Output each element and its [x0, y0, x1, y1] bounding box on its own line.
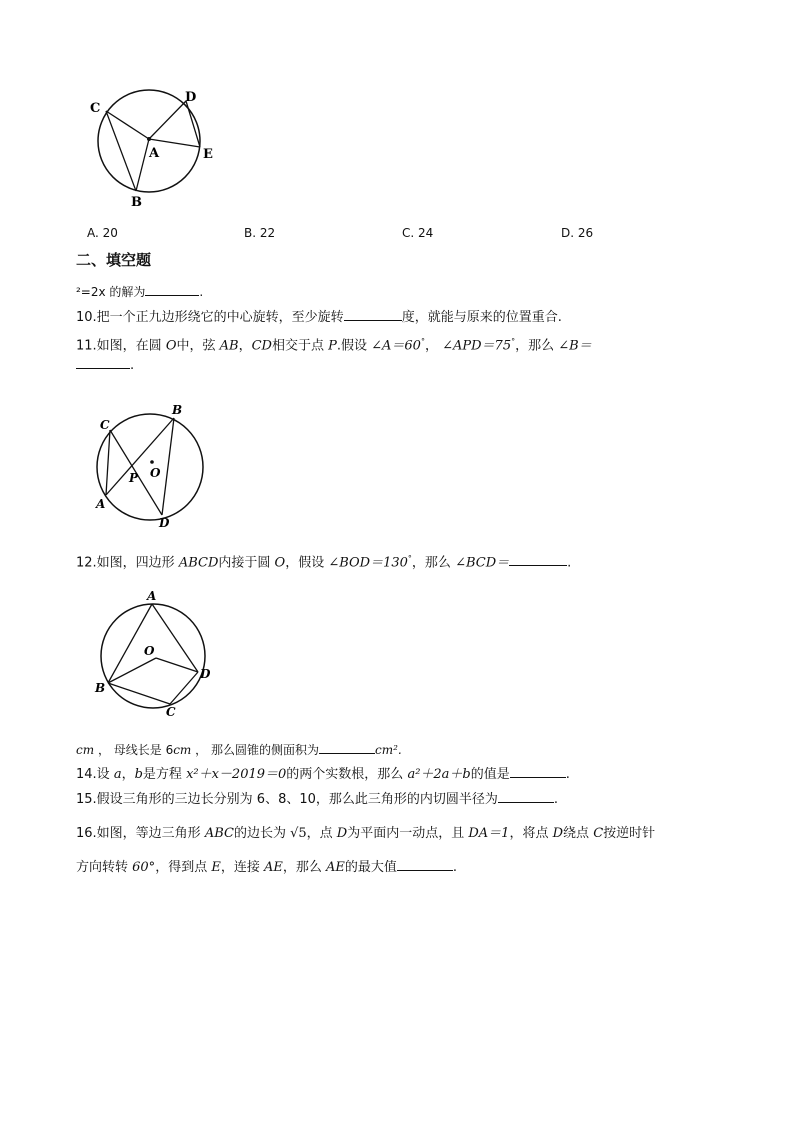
- q11-var: P: [328, 338, 337, 354]
- q15-text: 15.假设三角形的三边长分别为 6、8、10，那么此三角形的内切圆半径为: [76, 792, 498, 807]
- q9-text: ²=2x 的解为: [76, 285, 146, 299]
- question-9: ²=2x 的解为 .: [76, 285, 204, 299]
- q11-var: AB: [219, 338, 239, 354]
- q12-blank[interactable]: [509, 553, 567, 566]
- label-a: A: [147, 589, 157, 603]
- q14-blank[interactable]: [510, 765, 566, 778]
- q16-part: 为平面内一动点，且: [347, 826, 469, 841]
- q14-var: a: [113, 767, 122, 782]
- q14-expression: a²＋2a＋b: [407, 767, 471, 782]
- q13-unit: cm².: [374, 743, 402, 757]
- question-16-line2: 方向转转 60°，得到点 E，连接 AE，那么 AE的最大值 .: [76, 860, 458, 875]
- q16-var: AE: [263, 860, 283, 875]
- q12-angle: ∠BOD＝130: [328, 555, 408, 571]
- q11-part: 11.如图，在圆: [76, 338, 166, 354]
- label-c: C: [166, 705, 176, 719]
- question-10: [76, 308, 562, 327]
- q13-blank[interactable]: [319, 741, 375, 754]
- label-o: O: [144, 644, 155, 658]
- label-d: D: [200, 667, 211, 681]
- option-a[interactable]: A. 20: [87, 226, 118, 240]
- q16-part: ，将点: [509, 826, 553, 841]
- label-p: P: [129, 471, 139, 485]
- q14-equation: x²＋x－2019＝0: [186, 767, 287, 782]
- q11-var: CD: [251, 338, 272, 354]
- q16-angle: 60°: [132, 860, 156, 875]
- q12-var: ABCD: [178, 555, 219, 571]
- question-16: [76, 825, 655, 843]
- q14-part: 的两个实数根，那么: [286, 767, 408, 782]
- q16-part: 绕点: [563, 826, 594, 841]
- q13-unit: cm: [76, 743, 95, 757]
- q13-part: ， 那么圆锥的侧面积为: [195, 743, 319, 757]
- q13-part: ， 母线长是 6: [97, 743, 174, 757]
- label-d: D: [185, 90, 197, 105]
- q16-var: DA＝1: [468, 826, 510, 841]
- q16-var: ABC: [204, 826, 234, 841]
- question-12: 12.如图，四边形 ABCD内接于圆 O，假设 ∠BOD＝130°，那么 ∠BCD＝ .: [76, 554, 572, 571]
- q16-sqrt: √5: [290, 826, 307, 841]
- q12-part: ，假设: [285, 555, 329, 571]
- q10-suffix: 度，就能与原来的位置重合.: [401, 310, 562, 325]
- label-o: O: [150, 466, 161, 480]
- q11-degree: °: [420, 337, 425, 346]
- option-c[interactable]: C. 24: [402, 226, 434, 240]
- q16-part: 16.如图，等边三角形: [76, 826, 205, 841]
- q16-part: 按逆时针: [603, 826, 656, 841]
- q11-angle-apd: ∠APD＝75: [442, 338, 512, 354]
- q11-var: O: [165, 338, 177, 354]
- label-a: A: [149, 146, 160, 161]
- q9-blank[interactable]: [145, 283, 199, 296]
- q11-angle-b: ∠B＝: [558, 338, 592, 354]
- option-b[interactable]: B. 22: [244, 226, 276, 240]
- question-14: 14.设 a，b是方程 x²＋x－2019＝0的两个实数根，那么 a²＋2a＋b的值是 .: [76, 767, 570, 782]
- q11-part: ，: [424, 338, 438, 354]
- q16-blank[interactable]: [397, 858, 453, 871]
- q12-part: 12.如图，四边形: [76, 555, 179, 571]
- question-13: [76, 741, 402, 759]
- q11-part: ，那么: [515, 338, 559, 354]
- q10-prefix: 10.把一个正九边形绕它的中心旋转，至少旋转: [76, 310, 344, 325]
- label-b: B: [95, 681, 106, 695]
- q10-blank[interactable]: [344, 308, 402, 321]
- question-11: [76, 333, 592, 355]
- q11-degree: °: [511, 337, 516, 346]
- label-e: E: [203, 147, 213, 162]
- label-c: C: [100, 418, 110, 432]
- q14-part: 的值是: [470, 767, 510, 782]
- q16-part: ，得到点: [155, 860, 212, 875]
- q13-unit: cm: [173, 743, 192, 757]
- q16-part: 方向转转: [76, 860, 133, 875]
- q16-part: ，那么: [282, 860, 326, 875]
- label-d: D: [159, 516, 170, 530]
- q11-part: .假设: [336, 338, 372, 354]
- figure-intersecting-chords: [92, 400, 212, 530]
- q14-part: ，: [121, 767, 135, 782]
- option-d[interactable]: D. 26: [561, 226, 594, 240]
- q12-degree: °: [407, 554, 412, 563]
- q16-var: D: [336, 826, 348, 841]
- q12-part: ，那么: [411, 555, 456, 571]
- q12-ask: ∠BCD＝: [455, 555, 510, 571]
- q11-part: 相交于点: [271, 338, 329, 354]
- q11-angle-a: ∠A＝60: [371, 338, 421, 354]
- q15-blank[interactable]: [498, 790, 554, 803]
- q12-part: 内接于圆: [218, 555, 275, 571]
- q14-var: b: [134, 767, 143, 782]
- label-a: A: [96, 497, 106, 511]
- q16-part: 的边长为: [233, 826, 291, 841]
- q16-part: ，连接: [220, 860, 264, 875]
- q16-var: AE: [326, 860, 345, 875]
- q16-var: D: [552, 826, 564, 841]
- label-c: C: [90, 101, 101, 116]
- q14-part: 是方程: [142, 767, 187, 782]
- q16-var: C: [593, 826, 604, 841]
- q11-part: 中，弦: [176, 338, 220, 354]
- section-heading: 二、填空题: [76, 251, 152, 269]
- q16-part: 的最大值: [344, 860, 397, 875]
- question-15: 15.假设三角形的三边长分别为 6、8、10，那么此三角形的内切圆半径为 .: [76, 792, 559, 807]
- q14-part: 14.设: [76, 767, 114, 782]
- label-b: B: [131, 195, 142, 209]
- label-b: B: [172, 403, 183, 417]
- q12-var: O: [274, 555, 286, 571]
- figure-inscribed-quadrilateral: [90, 588, 220, 720]
- q16-var: E: [211, 860, 221, 875]
- q11-part: ，: [238, 338, 252, 354]
- figure-circle-chords: [84, 84, 224, 209]
- q16-part: ，点: [306, 826, 337, 841]
- q11-blank[interactable]: [76, 356, 130, 369]
- question-11-line2: .: [76, 356, 134, 375]
